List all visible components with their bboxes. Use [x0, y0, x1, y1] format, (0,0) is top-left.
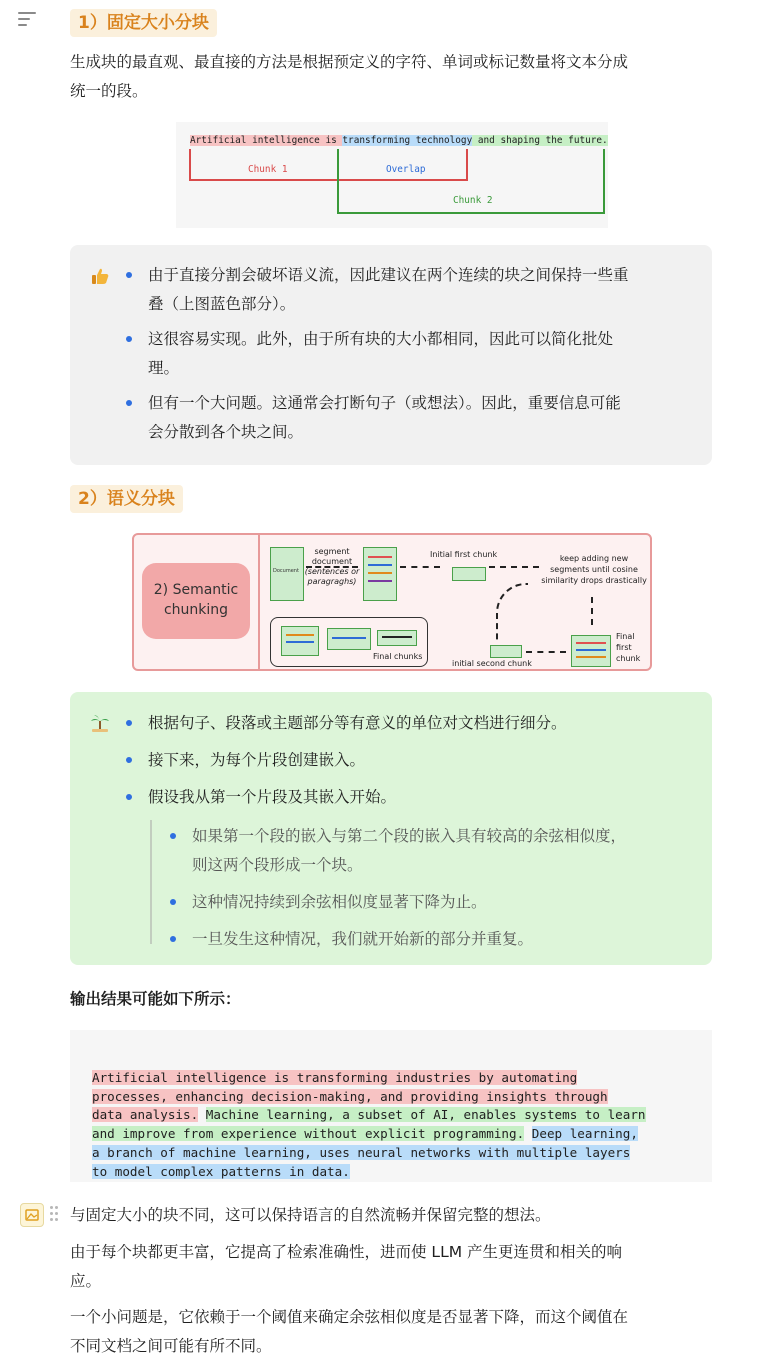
chunk-1-label: Chunk 1	[248, 164, 288, 175]
intro-line: 统一的段。	[70, 82, 148, 100]
code-output: Artificial intelligence is transforming industries by automating processes, enhancing decision-making, and providing insights through data analysis. Machine learning, a subset of AI, enables systems to learn and improve from experience without explicit programming. Deep learning, a branch of machine learning, uses neural networks with multiple layers to model complex patterns in data.	[92, 1069, 646, 1179]
footer-para-1: 与固定大小的块不同，这可以保持语言的自然流畅并保留完整的想法。	[70, 1206, 551, 1224]
palm-tree-icon	[90, 713, 110, 737]
semantic-bullet-list	[120, 709, 702, 812]
drag-handle-icon[interactable]	[50, 1206, 58, 1222]
list-item: 如果第一个段的嵌入与第二个段的嵌入具有较高的余弦相似度， 则这两个段形成一个块。	[164, 822, 694, 880]
output-label: 输出结果可能如下所示：	[70, 990, 241, 1008]
first-chunk-box	[452, 567, 486, 581]
list-item: 这很容易实现。此外，由于所有块的大小都相同，因此可以简化批处 理。	[120, 325, 702, 383]
keep-adding-label: keep adding new segments until cosine similarity drops drastically	[541, 554, 647, 585]
footer-para-2: 由于每个块都更丰富，它提高了检索准确性，进而使 LLM 产生更连贯和相关的响 应。	[70, 1243, 623, 1290]
figure-sentence	[190, 134, 608, 148]
final-first-chunk-label: Final first chunk	[616, 632, 641, 663]
sentence-overlap-part: transforming technology	[342, 135, 473, 146]
overlap-label: Overlap	[386, 164, 426, 175]
thumbs-up-icon	[90, 266, 110, 291]
section-2-heading	[70, 485, 183, 513]
sentence-chunk2-part: and shaping the future.	[472, 135, 608, 146]
code-block	[70, 1030, 712, 1182]
heading-fixed-size-chunking: 1）固定大小分块	[70, 9, 217, 37]
list-item: 这种情况持续到余弦相似度显著下降为止。	[164, 888, 694, 917]
nested-list-rule	[150, 820, 152, 944]
fixed-size-chunk-figure	[176, 122, 608, 228]
initial-second-chunk-label: initial second chunk	[452, 659, 532, 668]
final-first-chunk-box	[571, 635, 611, 667]
sentence-chunk1-part: Artificial intelligence is	[190, 135, 343, 146]
heading-semantic-chunking: 2）语义分块	[70, 485, 183, 513]
chunk-2-label: Chunk 2	[453, 195, 493, 206]
arrow-curve	[496, 583, 528, 641]
document-icon: Document	[270, 547, 304, 601]
image-block-icon[interactable]	[20, 1203, 44, 1227]
outline-menu-icon[interactable]	[18, 12, 36, 26]
segment-label: segment document (sentences or paragraghs)	[304, 547, 360, 586]
section-1-intro	[70, 48, 720, 106]
callout-fixed-size-notes	[70, 245, 712, 465]
footer-para-3: 一个小问题是，它依赖于一个阈值来确定余弦相似度是否显著下降，而这个阈值在 不同文档之间可能有所不同。	[70, 1308, 629, 1355]
list-item: 根据句子、段落或主题部分等有意义的单位对文档进行细分。	[120, 709, 702, 738]
second-chunk-box	[490, 645, 522, 658]
arrow-down	[591, 597, 593, 625]
arrow-to-first-chunk	[400, 566, 440, 568]
list-item: 一旦发生这种情况，我们就开始新的部分并重复。	[164, 925, 694, 954]
arrow-keep-adding	[489, 566, 539, 568]
intro-line: 生成块的最直观、最直接的方法是根据预定义的字符、单词或标记数量将文本分成	[70, 53, 629, 71]
segments-icon	[363, 547, 397, 601]
semantic-chunking-diagram	[132, 533, 652, 671]
section-1-heading	[70, 9, 217, 37]
arrow-segment	[306, 566, 358, 568]
list-item: 由于直接分割会破坏语义流，因此建议在两个连续的块之间保持一些重 叠（上图蓝色部分）。	[120, 261, 702, 319]
fixed-size-bullet-list	[120, 261, 702, 447]
semantic-nested-list	[164, 822, 694, 954]
final-chunks-group	[270, 617, 428, 667]
callout-semantic-notes	[70, 692, 712, 965]
list-item: 假设我从第一个片段及其嵌入开始。	[120, 783, 702, 812]
list-item: 但有一个大问题。这通常会打断句子（或想法）。因此，重要信息可能 会分散到各个块之间。	[120, 389, 702, 447]
final-chunks-label: Final chunks	[373, 652, 423, 661]
semantic-chunking-title-card: 2) Semantic chunking	[142, 563, 250, 639]
arrow-to-second-chunk	[526, 651, 566, 653]
initial-first-chunk-label: Initial first chunk	[430, 550, 498, 559]
list-item: 接下来，为每个片段创建嵌入。	[120, 746, 702, 775]
